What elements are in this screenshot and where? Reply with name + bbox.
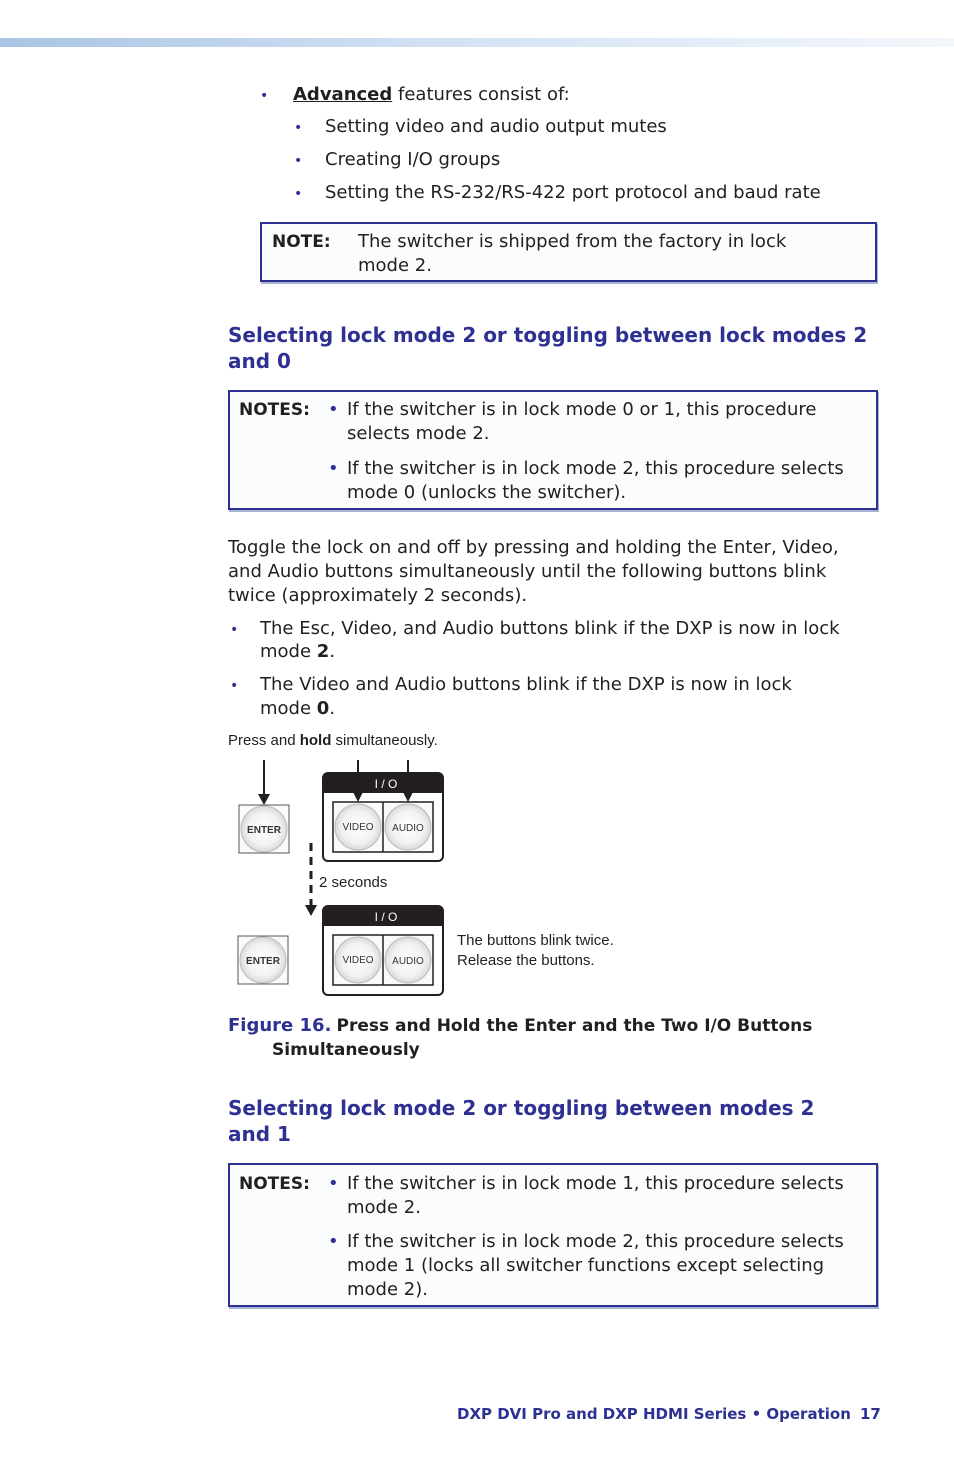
- note-text: mode 1 (locks all switcher functions except selecting: [347, 1255, 825, 1276]
- figure-title: Simultaneously: [272, 1040, 420, 1060]
- notes-box: [228, 390, 878, 510]
- note-text: If the switcher is in lock mode 2, this procedure selects: [347, 458, 844, 479]
- note-text: mode 2.: [347, 1197, 421, 1218]
- blink-text: Release the buttons.: [457, 952, 595, 969]
- header-gradient-bar: [0, 38, 954, 47]
- io-label: I / O: [374, 910, 398, 924]
- bullet-icon: •: [230, 678, 239, 694]
- list-item: The Video and Audio buttons blink if the DXP is now in lock: [260, 674, 792, 695]
- figure-instruction: [228, 732, 438, 749]
- bullet-icon: •: [294, 186, 303, 202]
- notes-box: [228, 1163, 878, 1307]
- paragraph-line: twice (approximately 2 seconds).: [228, 585, 528, 606]
- audio-label: AUDIO: [392, 956, 424, 967]
- note-text: The switcher is shipped from the factory in lock: [358, 231, 787, 252]
- figure-caption: [228, 1014, 812, 1038]
- list-item: [260, 697, 335, 721]
- seconds-label: 2 seconds: [319, 874, 388, 891]
- list-item: Creating I/O groups: [325, 149, 501, 170]
- section-heading: Selecting lock mode 2 or toggling between lock modes 2: [228, 323, 868, 347]
- figure-instruction-text: simultaneously.: [331, 732, 438, 749]
- figure-number: Figure 16.: [228, 1015, 332, 1036]
- enter-label: ENTER: [246, 956, 280, 967]
- arrow-head-icon: [258, 794, 270, 805]
- blink-text: The buttons blink twice.: [457, 932, 614, 949]
- mode-number: 2: [316, 641, 330, 662]
- list-item-text: .: [329, 698, 336, 719]
- figure-title: Press and Hold the Enter and the Two I/O Buttons: [336, 1016, 813, 1036]
- note-label: NOTE:: [272, 232, 331, 252]
- note-text: If the switcher is in lock mode 0 or 1, this procedure: [347, 399, 817, 420]
- figure-instruction-bold: hold: [299, 732, 332, 749]
- note-text: mode 0 (unlocks the switcher).: [347, 482, 627, 503]
- note-text: selects mode 2.: [347, 423, 490, 444]
- list-item-text: .: [329, 641, 336, 662]
- paragraph-line: and Audio buttons simultaneously until the following buttons blink: [228, 561, 827, 582]
- notes-label: NOTES:: [239, 1174, 310, 1194]
- note-text: mode 2).: [347, 1279, 428, 1300]
- advanced-lead: [293, 83, 570, 107]
- io-label: I / O: [374, 777, 398, 791]
- enter-label: ENTER: [247, 825, 281, 836]
- enter-button-bottom: [238, 936, 288, 984]
- note-text: If the switcher is in lock mode 1, this procedure selects: [347, 1173, 844, 1194]
- bullet-icon: •: [230, 622, 239, 638]
- enter-button-top: [239, 805, 289, 853]
- advanced-label: Advanced: [293, 84, 393, 105]
- bullet-icon: •: [294, 120, 303, 136]
- io-panel-top: [323, 773, 443, 861]
- section-heading: Selecting lock mode 2 or toggling between modes 2: [228, 1096, 815, 1120]
- arrow-head-icon: [305, 905, 317, 916]
- advanced-lead-text: features consist of:: [392, 84, 570, 105]
- mode-number: 0: [316, 698, 330, 719]
- list-item-text: mode: [260, 641, 317, 662]
- notes-label: NOTES:: [239, 400, 310, 420]
- list-item-text: mode: [260, 698, 317, 719]
- bullet-icon: •: [328, 458, 339, 479]
- note-text: If the switcher is in lock mode 2, this procedure selects: [347, 1231, 844, 1252]
- section-heading: and 0: [228, 349, 291, 373]
- video-label: VIDEO: [342, 955, 374, 966]
- bullet-icon: •: [328, 1173, 339, 1194]
- bullet-icon: •: [294, 153, 303, 169]
- list-item: Setting video and audio output mutes: [325, 116, 667, 137]
- paragraph-line: Toggle the lock on and off by pressing and holding the Enter, Video,: [228, 537, 839, 558]
- video-label: VIDEO: [342, 822, 374, 833]
- list-item: The Esc, Video, and Audio buttons blink if the DXP is now in lock: [260, 618, 840, 639]
- section-heading: and 1: [228, 1122, 291, 1146]
- page-number: 17: [860, 1405, 881, 1423]
- footer-title: DXP DVI Pro and DXP HDMI Series • Operation: [457, 1405, 851, 1423]
- note-text: mode 2.: [358, 255, 432, 276]
- list-item: [260, 640, 335, 664]
- bullet-icon: •: [328, 399, 339, 420]
- io-panel-bottom: [323, 906, 443, 995]
- bullet-icon: •: [328, 1231, 339, 1252]
- figure-instruction-text: Press and: [228, 732, 300, 749]
- audio-label: AUDIO: [392, 823, 424, 834]
- button-press-diagram: [228, 750, 648, 1000]
- list-item: Setting the RS-232/RS-422 port protocol and baud rate: [325, 182, 821, 203]
- bullet-icon: •: [260, 88, 269, 104]
- note-box: [260, 222, 877, 282]
